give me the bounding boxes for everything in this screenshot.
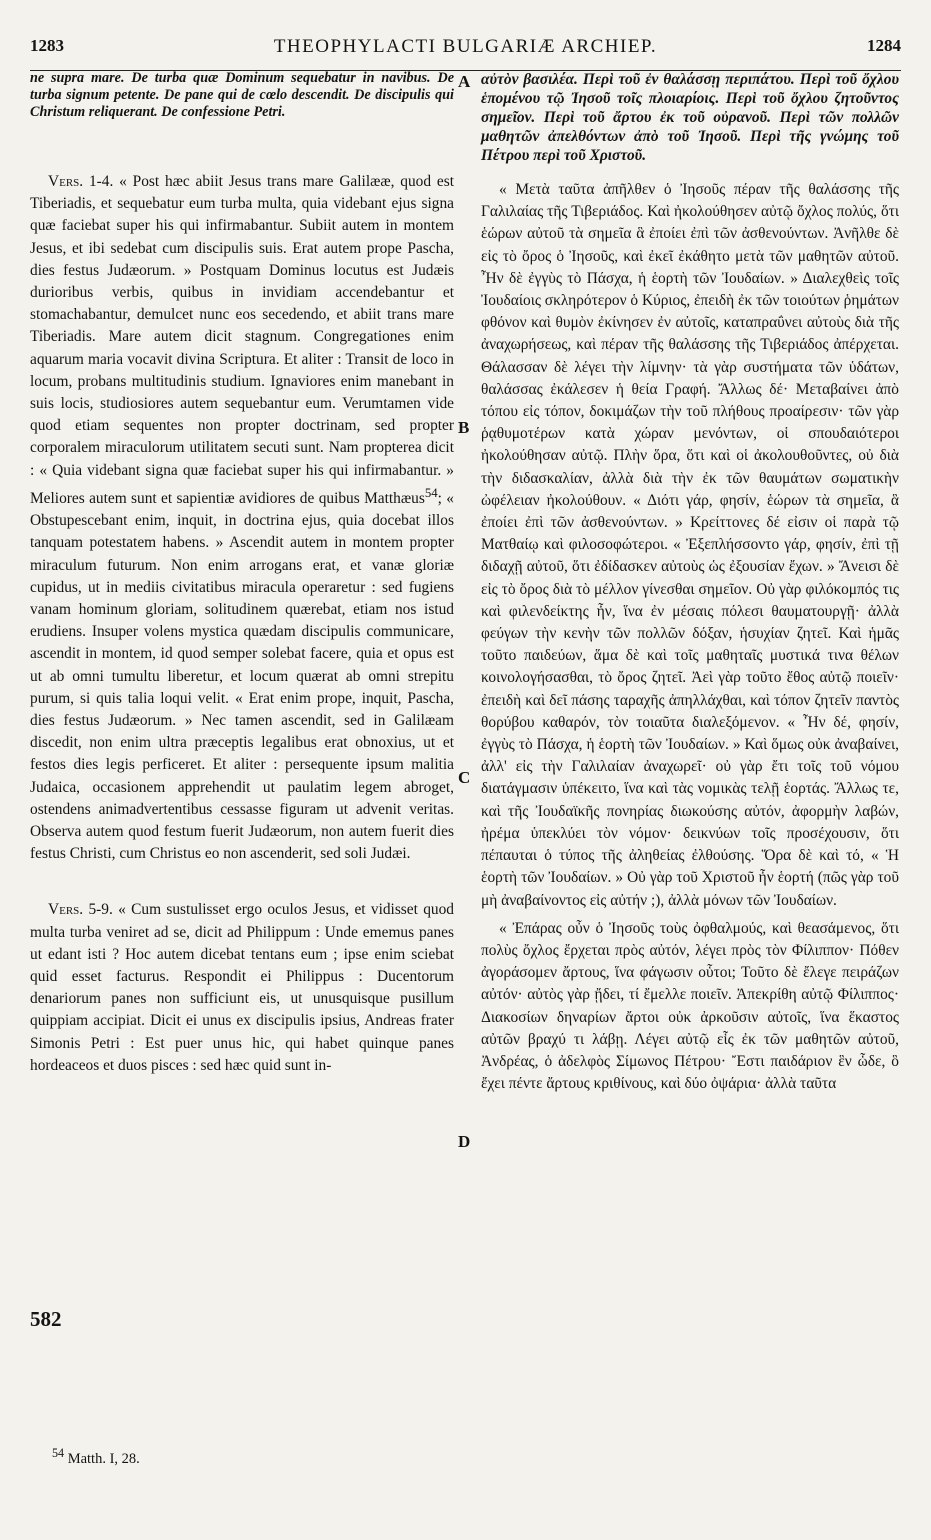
verse-ref-2: Vers. 5-9. (48, 901, 113, 919)
latin-text-2: « Cum sustulisset ergo oculos Jesus, et vidisset quod multa turba veniret ad se, dicit ad Philippum : Unde ememus panes ut edant isti ? Hoc autem dicebat tentans eum ; ipse enim sciebat quid esset facturus. Respondit ei Philippus : Ducentorum denariorum panes non sufficiunt eis, ut unusquisque pusillum quippiam accipiat. Dicit ei unus ex discipulis ipsius, Andreas frater Simonis Petri : Est puer unus hic, qui habet quinque panes hordeaceos et duos pisces : sed hæc quid sunt in- (30, 901, 454, 1074)
latin-text-1b: ; « Obstupescebant enim, inquit, in doctrina ejus, quia docebat illos tanquam potestatem habens. » Ascendit autem in montem propter miraculum futurum. Non enim arrogans erat, et vanæ gloriæ cupidus, ut in mediis civitatibus miracula operaretur : sed fugiens vanam hominum gloriam, solitudinem quærebat, etiam nos istud erudiens. Insuper volens mystica quædam discipulis communicare, ascendit in montem, id quod semper solebat facere, quia et opus est ut ab omni tumultu liberetur, et locum quærat ab omni strepitu purum, si quis talia loqui velit. « Erat enim prope, inquit, Pascha, dies festus Judæorum. » Nec tamen ascendit, sed in Galilæam discedit, non enim ultra præceptis legalibus erat obnoxius, ut et festos dies legis perficeret. Et aliter : persequente ipsum malitia Judaica, occasionem apprehendit ut paulatim legem abroget, ostendens animadvertentibus cessasse figuram ut advenit veritas. Observa autem quod festum fuerit Judæorum, non autem fuerit dies festus Christi, cum Christus eo non ascenderit, sed soli Judæi. (30, 489, 454, 863)
verse-ref-1: Vers. 1-4. (48, 173, 114, 190)
greek-paragraph-1: « Μετὰ ταῦτα ἀπῆλθεν ὁ Ἰησοῦς πέραν τῆς θαλάσσης τῆς Γαλιλαίας τῆς Τιβεριάδος. Καὶ ἠκολούθησεν αὐτῷ ὄχλος πολύς, ὅτι ἑώρων αὐτοῦ τὰ σημεῖα ἃ ἐποίει ἐπὶ τῶν ἀσθενούντων. Ἀνῆλθε δὲ εἰς τὸ ὄρος ὁ Ἰησοῦς, καὶ ἐκεῖ ἐκάθητο μετὰ τῶν μαθητῶν αὐτοῦ. Ἦν δὲ ἐγγὺς τὸ Πάσχα, ἡ ἑορτὴ τῶν Ἰουδαίων. » Διαλεχθεὶς τοῖς Ἰουδαίοις σκληρότερον ὁ Κύριος, ἐπειδὴ ἐκ τῶν τοιούτων ῥημάτων φθόνον καὶ θυμὸν ἐκίνησεν ἐν αὐτοῖς, καταπραΰνει αὐτοὺς διὰ τῆς ἀναχωρήσεως, καὶ πέραν τῆς θαλάσσης τῆς Τιβεριάδος ἀπέρχεται. Θάλασσαν δὲ λέγει τὴν λίμνην· τὰ γὰρ συστήματα τῶν ὑδάτων, θαλάσσας ἐκάλεσεν ἡ θεία Γραφή. Ἄλλως δέ· Μεταβαίνει ἀπὸ τόπου εἰς τόπον, δοκιμάζων τὴν τοῦ πλήθους προαίρεσιν· τῶν γὰρ ῥᾳθυμοτέρων κατὰ χώραν μενόντων, οἱ σπουδαιότεροι ἠκολούθησαν αὐτῷ. Πλὴν ὅρα, ὅτι καὶ οἱ ἀκολουθοῦντες, οὐ διὰ τὴν διδασκαλίαν, ἀλλὰ διὰ τὴν ἐκ τῶν θαυμάτων σωματικὴν ὠφέλειαν ἠκολούθουν. « Διότι γάρ, φησίν, ἑώρων τὰ σημεῖα, ἃ ἐποίει ἐπὶ τῶν ἀσθενούντων. » Κρείττονες δέ εἰσιν οἱ παρὰ τῷ Ματθαίῳ καὶ φιλοσοφώτεροι. « Ἐξεπλήσσοντο γάρ, φησίν, ἐπὶ τῇ διδαχῇ αὐτοῦ, ὅτι ἐδίδασκεν αὐτοὺς ὡς ἐξουσίαν ἔχων. » Ἄνεισι δὲ εἰς τὸ ὄρος διὰ τὸ μέλλον γίνεσθαι σημεῖον. Οὐ γὰρ φιλόκομπός τις καὶ φιλενδείκτης ἦν, ἵνα ἐν μέσαις πόλεσι θαυματουργῇ· ἀλλὰ φεύγων τὴν κενὴν τῶν πολλῶν δόξαν, ἡσυχίαν ζητεῖ. Καὶ ἡμᾶς τοῦτο παιδεύων, ἅμα δὲ καὶ τοῖς μαθηταῖς μυστικά τινα θέλων κοινολογήσασθαι, τὸ ὄρος ζητεῖ. Ἀεὶ γὰρ τοῦτο ἔθος αὐτῷ ποιεῖν· ἐπειδὴ καὶ δεῖ πάσης ταραχῆς ἀπηλλάχθαι, καὶ τόπον ζητεῖν παντὸς θορύβου καθαρόν, τὸν τοιαῦτα διαλεξόμενον. « Ἦν δέ, φησίν, ἐγγὺς τὸ Πάσχα, ἡ ἑορτὴ τῶν Ἰουδαίων. » Καὶ ὅμως οὐκ ἀναβαίνει, ἀλλ' εἰς τὴν Γαλιλαίαν ἀναχωρεῖ· οὐ γὰρ ἔτι τοῖς τοῦ νόμου διατάγμασιν ὑπέκειτο, ἵνα καὶ τὰς νομικὰς τελῇ ἑορτάς. Ἄλλως τε, καὶ τῆς Ἰουδαϊκῆς πονηρίας διωκούσης αὐτόν, ἀφορμὴν λαβών, ἠρέμα ὑπεκλύει τὸν νόμον· δεικνύων τοῖς προσέχουσιν, ὅτι πέπαυται ὁ τύπος τῆς ἀληθείας ἐλθούσης. Ὅρα δὲ καὶ τό, « Ἡ ἑορτὴ τῶν Ἰουδαίων. » Οὐ γὰρ τοῦ Χριστοῦ ἦν ἑορτή (πῶς γὰρ τοῦ μὴ ἀναβαίνοντος εἰς αὐτήν ;), ἀλλὰ μόνων τῶν Ἰουδαίων. (481, 181, 899, 909)
footnote-mark: 54 (52, 1446, 65, 1460)
footnote (52, 1446, 140, 1468)
margin-letter-d: D (458, 1132, 471, 1151)
greek-paragraph-2: « Ἐπάρας οὖν ὁ Ἰησοῦς τοὺς ὀφθαλμούς, καὶ θεασάμενος, ὅτι πολὺς ὄχλος ἔρχεται πρὸς αὐτόν, λέγει πρὸς τὸν Φίλιππον· Πόθεν ἀγοράσομεν ἄρτους, ἵνα φάγωσιν οὗτοι; Τοῦτο δὲ ἔλεγε πειράζων αὐτόν· αὐτὸς γὰρ ᾔδει, τί ἔμελλε ποιεῖν. Ἀπεκρίθη αὐτῷ Φίλιππος· Διακοσίων δηναρίων ἄρτοι οὐκ ἀρκοῦσιν αὐτοῖς, ἵνα ἕκαστος αὐτῶν βραχύ τι λάβῃ. Λέγει αὐτῷ εἷς ἐκ τῶν μαθητῶν αὐτοῦ, Ἀνδρέας, ὁ ἀδελφὸς Σίμωνος Πέτρου· Ἔστι παιδάριον ἓν ὧδε, ὃ ἔχει πέντε ἄρτους κριθίνους, καὶ δύο ὀψάρια· ἀλλὰ ταῦτα (481, 919, 899, 1093)
margin-letter-b: B (458, 418, 470, 437)
latin-column (30, 70, 454, 1077)
page-number-left: 1283 (30, 36, 64, 55)
page-number-right: 1284 (867, 36, 901, 55)
margin-letter-a: A (458, 72, 471, 91)
margin-letter-c: C (458, 768, 471, 787)
latin-chapter-summary: ne supra mare. De turba quæ Dominum sequebatur in navibus. De turba signum petente. De pane qui de cœlo descendit. De discipulis qui Christum reliquerant. De confessione Petri. (30, 70, 454, 120)
running-title: THEOPHYLACTI BULGARIÆ ARCHIEP. (273, 36, 658, 57)
latin-text-1a: « Post hæc abiit Jesus trans mare Galilææ, quod est Tiberiadis, et sequebatur eum turba multa, quia videbant ejus signa quæ faciebat super his qui infirmabantur. Subiit autem in montem Jesus, et ibi sedebat cum discipulis suis. Erat autem prope Pascha, dies festus Judæorum. » Postquam Dominus locutus est Judæis durioribus verbis, quibus in invidiam accendebantur et stomachabantur, demulcet nunc eos secedendo, et abiit trans mare Tiberiadis. Mare autem dicit stagnum. Congregationes enim aquarum maria vocavit divina Scriptura. Et aliter : Transit de loco in locum, probans multitudinis studium. Ignaviores enim manebant in suis locis, studiosiores autem sequebantur eum. Verumtamen vide quod etiam sequentes non propter doctrinam, sed propter corporalem miraculorum utilitatem secuti sunt. Nam propterea dicit : « Quia videbant signa quæ faciebat super his qui infirmabantur. » Meliores autem sunt et sapientiæ avidiores de quibus Matthæus (30, 173, 454, 507)
column-number: 582 (30, 1307, 62, 1331)
footnote-text: Matth. I, 28. (67, 1450, 140, 1467)
page-header (30, 36, 901, 71)
greek-chapter-summary: αὐτὸν βασιλέα. Περὶ τοῦ ἐν θαλάσσῃ περιπάτου. Περὶ τοῦ ὄχλου ἑπομένου τῷ Ἰησοῦ τοῖς πλοιαρίοις. Περὶ τοῦ ὄχλου ζητοῦντος σημεῖον. Περὶ τοῦ ἄρτου ἐκ τοῦ οὐρανοῦ. Περὶ τῶν πολλῶν μαθητῶν ἀπελθόντων ἀπὸ τοῦ Ἰησοῦ. Περὶ τῆς γνώμης τοῦ Πέτρου περὶ τοῦ Χριστοῦ. (481, 71, 899, 164)
footnote-ref: 54 (424, 485, 438, 500)
latin-paragraph-2 (30, 899, 454, 1077)
greek-column (481, 70, 899, 1095)
latin-paragraph-1 (30, 171, 454, 865)
